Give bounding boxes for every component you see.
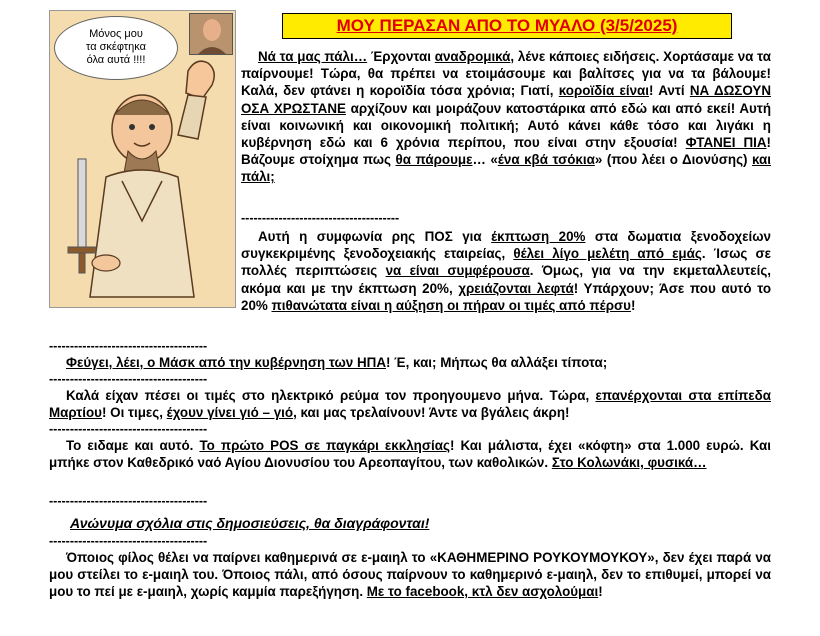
paragraph-text: Όποιος φίλος θέλει να παίρνει καθημερινά σε ε-μαιηλ το «ΚΑΘΗΜΕΡΙΝΟ ΡΟΥΚΟΥΜΟΥΚΟΥ», δεν έχει παρά να μου στείλει το ε-μαιηλ του. Όποιος πάλι, από όσους παίρνουν το καθημερινό ε-μαιηλ, δεν το επιθυμεί, μπορεί να μου το πεί με ε-μαιηλ, χωρίς καμμία παρεξήγηση. xyxy=(49,550,771,600)
paragraph-text: ΝΑ ΔΩΣΟΥΝ ΟΣΑ ΧΡΩΣΤΑΝΕ xyxy=(241,83,771,116)
speech-bubble-line: όλα αυτά !!!! xyxy=(86,54,146,66)
separator-line: -------------------------------------- xyxy=(49,534,208,548)
paragraph-text: , λένε κάποιες ειδήσεις. Χορτάσαμε να τα παίρνουμε! Τώρα, θα πρέπει να ετοιμάσουμε και βαλίτσες για να τα βάλουμε! Καλά, δεν φτάνει η κοροϊδία τόσα χρόνια; Γιατί, xyxy=(241,49,771,99)
page-title: ΜΟΥ ΠΕΡΑΣΑΝ ΑΠΟ ΤΟ ΜΥΑΛΟ (3/5/2025) xyxy=(282,13,732,39)
separator-line: -------------------------------------- xyxy=(49,339,208,353)
paragraph-text: ένα κβά τσόκια xyxy=(497,152,595,168)
paragraph-text: Καλά είχαν πέσει οι τιμές στο ηλεκτρικό ρεύμα τον προηγουμενο μήνα. Τώρα, xyxy=(66,388,596,403)
paragraph-text: ! Υπάρχουν; Άσε που αυτό το 20% xyxy=(241,280,771,313)
separator-line: -------------------------------------- xyxy=(49,372,208,386)
paragraph-text: … « xyxy=(472,152,498,168)
paragraph-text: έχουν γίνει γιό – γιό xyxy=(166,405,294,421)
paragraph-text: Στο Κολωνάκι, φυσικά… xyxy=(551,455,707,471)
paragraph-discount xyxy=(241,228,771,314)
paragraph-text: αναδρομικά xyxy=(434,49,511,64)
paragraph-text: Φεύγει, λέει, ο Μάσκ από την κυβέρνηση των ΗΠΑ xyxy=(66,355,386,370)
paragraph-pos-church xyxy=(49,437,771,471)
paragraph-text: Το πρώτο POS σε παγκάρι εκκλησίας xyxy=(199,438,450,453)
paragraph-text: Αυτή η συμφωνία ρης ΠΟΣ για xyxy=(258,229,492,244)
anonymous-comments-notice xyxy=(70,515,670,532)
paragraph-text: , και μας τρελαίνουν! Άντε να βγάλεις άκρη! xyxy=(293,405,570,421)
cartoon-image xyxy=(49,10,236,308)
author-photo xyxy=(189,13,233,55)
speech-bubble-line: Μόνος μου xyxy=(89,28,143,40)
paragraph-email-subscription xyxy=(49,549,771,601)
paragraph-text: . Ίσως σε πολλές περιπτώσεις xyxy=(241,246,771,279)
paragraph-text: . Όμως, για να την εκμεταλλευτείς, ακόμα και με την έκπτωση 20%, xyxy=(241,263,772,296)
paragraph-text: κοροϊδία είναι xyxy=(558,83,649,99)
paragraph-text: θέλει λίγο μελέτη από εμάς xyxy=(513,246,702,262)
paragraph-text: ! Αντί xyxy=(648,83,690,99)
paragraph-text: ! Βάζουμε στοίχημα πως xyxy=(241,135,771,168)
paragraph-text: πιθανώτατα είναι η αύξηση οι πήραν οι τιμές από πέρσυ xyxy=(271,297,631,313)
paragraph-text: Με το facebook, κτλ δεν ασχολούμαι xyxy=(366,584,599,600)
paragraph-text: έκπτωση 20% xyxy=(491,229,586,244)
paragraph-text: ! Έ, και; Μήπως θα αλλάξει τίποτα; xyxy=(386,355,608,370)
paragraph-text: να είναι συμφέρουσα xyxy=(385,263,530,279)
paragraph-text: ! xyxy=(598,584,603,600)
speech-bubble xyxy=(54,16,178,80)
paragraph-text: Το ειδαμε και αυτό. xyxy=(66,438,200,453)
paragraph-text: και πάλι; xyxy=(241,152,772,185)
paragraph-text: Νά τα μας πάλι… xyxy=(258,49,368,64)
paragraph-text: στα δωματια ξενοδοχείων συγκεκριμένης ξενοδοχειακής εταιρείας, xyxy=(241,229,771,262)
paragraph-musk xyxy=(49,354,771,371)
paragraph-text: θα πάρουμε xyxy=(395,152,473,168)
paragraph-text: επανέρχονται στα επίπεδα Μαρτίου xyxy=(49,388,771,421)
paragraph-text: αρχίζουν και μοιράζουν κατοστάρικα από εδώ και από εκεί! Αυτή είναι κοινωνική και οικονομική πολιτική; Αυτό κάνει κάθε τόσο και λιγάκι η κυβέρνηση εδώ και 6 χρόνια περίπου, που είναι στην εξουσία! xyxy=(241,100,771,151)
paragraph-text: ΦΤΑΝΕΙ ΠΙΑ xyxy=(685,135,767,151)
separator-line: -------------------------------------- xyxy=(49,494,208,508)
paragraph-text: χρειάζονται λεφτά xyxy=(458,280,574,296)
separator-line: -------------------------------------- xyxy=(241,211,400,225)
paragraph-text: ! xyxy=(630,297,636,313)
paragraph-text: ! Και μάλιστα, έχει «κόφτη» στα 1.000 ευρώ. Και μπήκε στον Καθεδρικό ναό Αγίου Διονυσίου του Αρεοπαγίτου, των καθολικών. xyxy=(49,438,772,471)
paragraph-electricity xyxy=(49,387,771,421)
paragraph-text: » (που λέει ο Διονύσης) xyxy=(594,152,753,168)
separator-line: -------------------------------------- xyxy=(49,422,208,436)
paragraph-ascension xyxy=(241,48,771,186)
paragraph-text: Έρχονται xyxy=(367,49,435,64)
paragraph-text: ! Οι τιμες, xyxy=(101,405,167,421)
speech-bubble-line: τα σκέφτηκα xyxy=(86,41,146,53)
notice-text: Ανώνυμα σχόλια στις δημοσιεύσεις, θα διαγράφονται! xyxy=(70,515,430,531)
